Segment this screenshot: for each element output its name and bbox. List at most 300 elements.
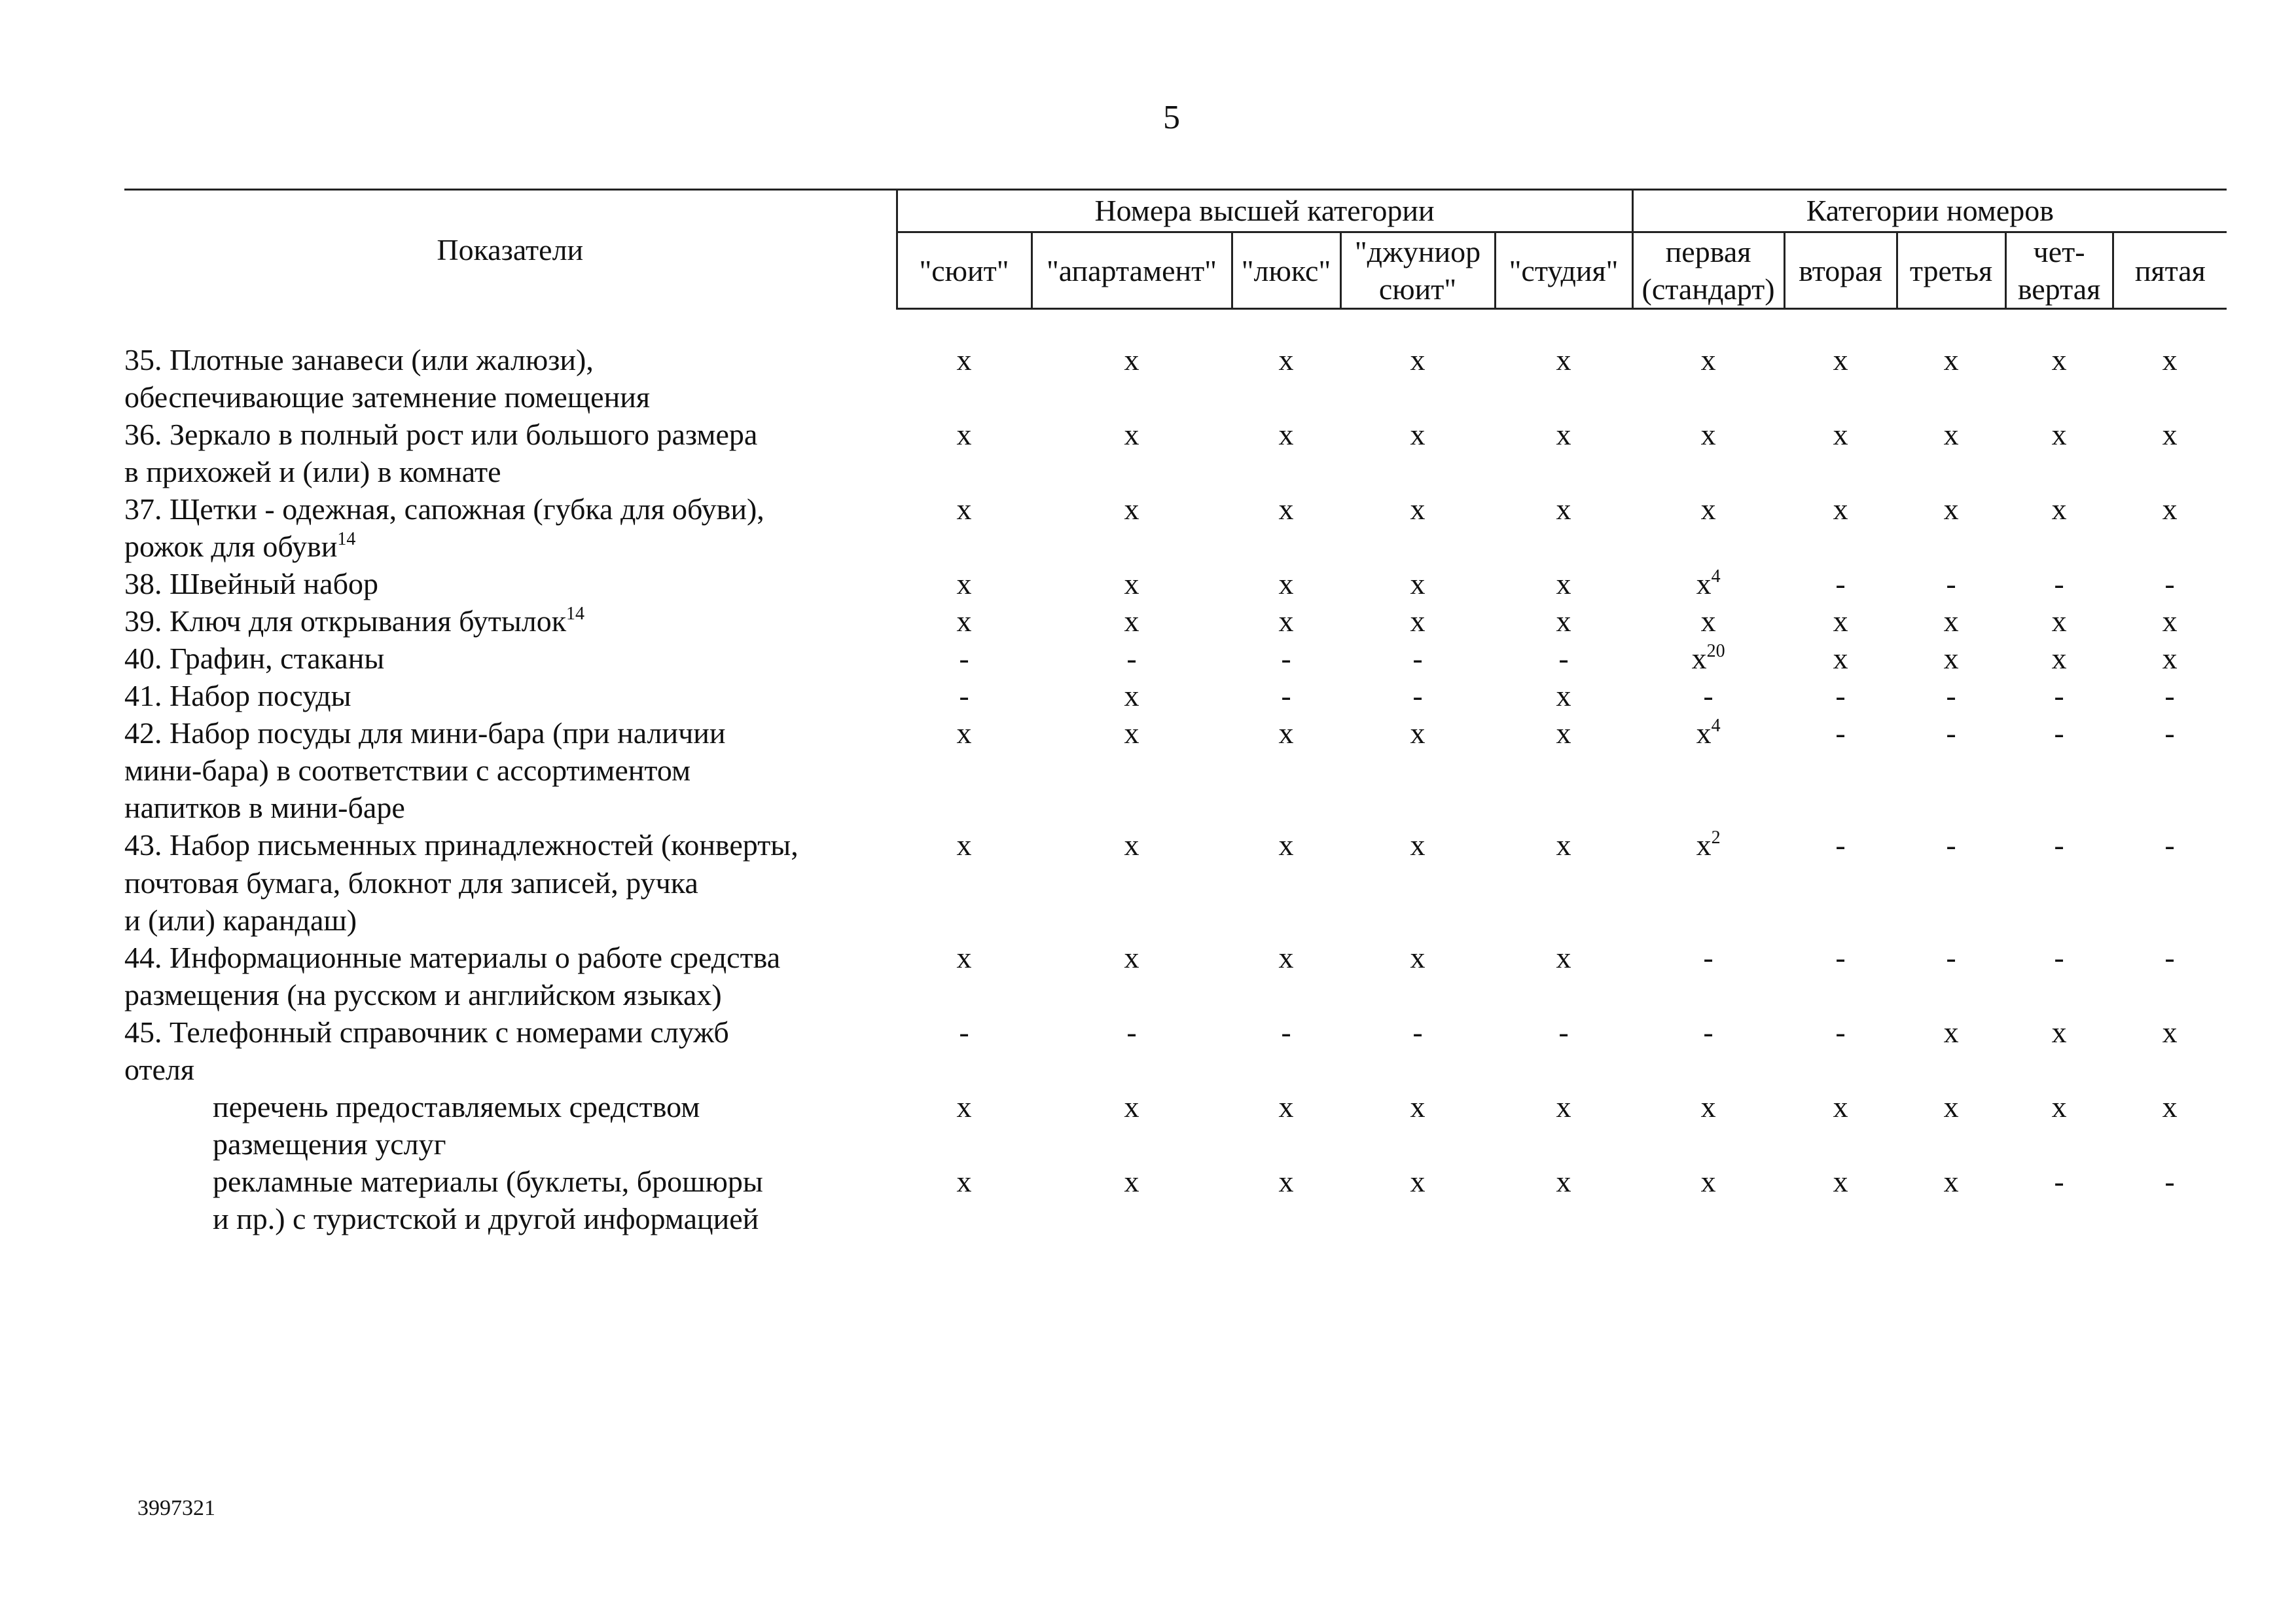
- value-mark: x: [1124, 940, 1139, 974]
- column-header: [1784, 232, 1897, 309]
- column-header: [1340, 232, 1495, 309]
- value-cell: [1897, 1163, 2005, 1237]
- value-cell: [1031, 714, 1232, 826]
- value-mark: x: [1833, 343, 1848, 377]
- value-mark: x: [1124, 343, 1139, 377]
- value-mark: -: [2054, 940, 2064, 974]
- value-mark: x: [956, 716, 972, 750]
- value-cell: [1784, 565, 1897, 602]
- value-mark: x: [1691, 642, 1707, 676]
- value-cell: [1632, 826, 1784, 938]
- column-header-line: вертая: [2017, 272, 2101, 306]
- value-mark: x: [956, 343, 972, 377]
- value-cell: [1495, 1163, 1632, 1237]
- value-cell: [1897, 939, 2005, 1013]
- document-number: 3997321: [137, 1496, 215, 1520]
- value-cell: [1784, 1088, 1897, 1163]
- value-mark: x: [1410, 828, 1426, 862]
- row-label-line: размещения (на русском и английском языках): [124, 977, 722, 1012]
- value-mark: x: [1410, 418, 1426, 452]
- value-cell: [2005, 1163, 2113, 1237]
- row-label: [124, 1013, 897, 1088]
- footnote-mark: 14: [566, 604, 585, 625]
- value-cell: [1340, 341, 1495, 416]
- value-cell: [897, 640, 1031, 677]
- value-cell: [1232, 939, 1340, 1013]
- value-cell: [1632, 416, 1784, 490]
- value-cell: [1495, 939, 1632, 1013]
- value-mark: x: [1696, 567, 1712, 601]
- value-cell: [1495, 416, 1632, 490]
- value-cell: [1784, 714, 1897, 826]
- row-label-line: рожок для обуви: [124, 530, 338, 564]
- value-cell: [1031, 490, 1232, 565]
- value-cell: [1232, 1163, 1340, 1237]
- footnote-mark: 20: [1706, 641, 1725, 662]
- value-cell: [2113, 1013, 2227, 1088]
- value-cell: [1031, 939, 1232, 1013]
- value-mark: x: [2162, 1015, 2178, 1049]
- column-header: [1897, 232, 2005, 309]
- value-cell: [1632, 1163, 1784, 1237]
- value-mark: -: [1835, 567, 1846, 601]
- value-cell: [897, 490, 1031, 565]
- value-cell: [1632, 939, 1784, 1013]
- value-cell: [897, 565, 1031, 602]
- row-label-line: 39. Ключ для открывания бутылок: [124, 604, 567, 638]
- value-mark: x: [1700, 1164, 1716, 1198]
- value-cell: [1784, 602, 1897, 640]
- value-cell: [1340, 1163, 1495, 1237]
- value-cell: [1784, 1013, 1897, 1088]
- group-header-room-categories: Категории номеров: [1632, 190, 2227, 232]
- value-cell: [1897, 416, 2005, 490]
- column-header: [897, 232, 1031, 309]
- value-cell: [1232, 565, 1340, 602]
- value-cell: [1784, 640, 1897, 677]
- row-label: [124, 939, 897, 1013]
- value-cell: [2005, 602, 2113, 640]
- value-cell: [2005, 490, 2113, 565]
- value-cell: [1340, 565, 1495, 602]
- row-label: [124, 602, 897, 640]
- value-cell: [1784, 939, 1897, 1013]
- indicator-header: Показатели: [124, 190, 897, 309]
- value-cell: [1632, 640, 1784, 677]
- value-mark: x: [2051, 1089, 2067, 1123]
- value-mark: x: [2051, 492, 2067, 526]
- value-mark: -: [2164, 567, 2175, 601]
- column-header-line: "сюит": [919, 253, 1009, 287]
- column-header: [1031, 232, 1232, 309]
- table-row: [124, 677, 2227, 714]
- value-mark: x: [1124, 1164, 1139, 1198]
- value-mark: -: [2054, 679, 2064, 713]
- table-row: [124, 1013, 2227, 1088]
- value-cell: [2113, 826, 2227, 938]
- value-mark: x: [1696, 716, 1712, 750]
- row-label-line: и пр.) с туристской и другой информацией: [213, 1201, 759, 1235]
- value-cell: [1340, 416, 1495, 490]
- table-row: [124, 1088, 2227, 1163]
- value-mark: x: [1556, 828, 1571, 862]
- value-cell: [2005, 677, 2113, 714]
- column-header-line: "люкс": [1241, 253, 1331, 287]
- value-mark: -: [1946, 716, 1956, 750]
- value-mark: x: [956, 492, 972, 526]
- value-cell: [1232, 341, 1340, 416]
- value-cell: [1897, 826, 2005, 938]
- value-mark: x: [1410, 716, 1426, 750]
- value-mark: x: [1700, 418, 1716, 452]
- value-cell: [2113, 1088, 2227, 1163]
- row-label: [124, 1163, 897, 1237]
- value-cell: [2005, 640, 2113, 677]
- row-label-line: рекламные материалы (буклеты, брошюры: [213, 1164, 763, 1198]
- value-cell: [2113, 714, 2227, 826]
- value-cell: [1495, 640, 1632, 677]
- value-cell: [2005, 939, 2113, 1013]
- value-cell: [1897, 1088, 2005, 1163]
- value-mark: x: [1943, 642, 1959, 676]
- value-cell: [1897, 1013, 2005, 1088]
- value-cell: [1632, 565, 1784, 602]
- value-mark: -: [1412, 679, 1423, 713]
- value-mark: x: [1556, 418, 1571, 452]
- value-mark: x: [1943, 418, 1959, 452]
- value-mark: x: [1556, 604, 1571, 638]
- row-label: [124, 714, 897, 826]
- column-header: [1495, 232, 1632, 309]
- value-cell: [2113, 602, 2227, 640]
- row-label-line: перечень предоставляемых средством: [213, 1089, 700, 1123]
- row-label-line: 35. Плотные занавеси (или жалюзи),: [124, 343, 594, 377]
- value-mark: -: [1703, 1015, 1713, 1049]
- value-cell: [2005, 1088, 2113, 1163]
- value-mark: x: [1124, 679, 1139, 713]
- row-label-line: размещения услуг: [213, 1127, 446, 1161]
- row-label-line: мини-бара) в соответствии с ассортиментом: [124, 754, 691, 788]
- value-cell: [1232, 1088, 1340, 1163]
- value-mark: -: [2164, 679, 2175, 713]
- value-cell: [2005, 341, 2113, 416]
- value-cell: [1340, 1088, 1495, 1163]
- value-mark: x: [1278, 343, 1294, 377]
- value-mark: x: [1124, 604, 1139, 638]
- value-mark: x: [1556, 343, 1571, 377]
- value-mark: x: [1556, 940, 1571, 974]
- value-mark: -: [959, 642, 969, 676]
- table-row: [124, 939, 2227, 1013]
- value-mark: x: [1943, 1164, 1959, 1198]
- value-cell: [2113, 939, 2227, 1013]
- value-mark: x: [1410, 567, 1426, 601]
- value-mark: x: [1833, 492, 1848, 526]
- value-cell: [1495, 1013, 1632, 1088]
- value-mark: x: [2051, 1015, 2067, 1049]
- value-mark: -: [1558, 1015, 1569, 1049]
- value-mark: x: [956, 940, 972, 974]
- value-cell: [2005, 826, 2113, 938]
- value-cell: [1632, 602, 1784, 640]
- value-cell: [2005, 714, 2113, 826]
- value-cell: [1340, 677, 1495, 714]
- value-cell: [1232, 677, 1340, 714]
- value-mark: x: [1124, 418, 1139, 452]
- value-cell: [1031, 1163, 1232, 1237]
- value-cell: [1632, 714, 1784, 826]
- value-cell: [2113, 565, 2227, 602]
- table-row: [124, 826, 2227, 938]
- value-mark: -: [2054, 828, 2064, 862]
- value-mark: -: [1412, 1015, 1423, 1049]
- value-cell: [1495, 1088, 1632, 1163]
- value-cell: [1632, 677, 1784, 714]
- value-cell: [1031, 341, 1232, 416]
- value-mark: x: [2051, 642, 2067, 676]
- value-mark: -: [1126, 642, 1137, 676]
- value-mark: -: [2164, 940, 2175, 974]
- value-cell: [1495, 602, 1632, 640]
- row-label-line: 43. Набор письменных принадлежностей (конверты,: [124, 828, 798, 862]
- row-label: [124, 640, 897, 677]
- value-mark: x: [1124, 492, 1139, 526]
- value-mark: x: [1278, 940, 1294, 974]
- value-mark: x: [956, 1164, 972, 1198]
- value-mark: -: [1835, 1015, 1846, 1049]
- table-row: [124, 341, 2227, 416]
- column-header-line: вторая: [1799, 253, 1882, 287]
- table-row: [124, 416, 2227, 490]
- value-mark: x: [1700, 343, 1716, 377]
- row-label-line: обеспечивающие затемнение помещения: [124, 380, 650, 414]
- value-mark: x: [1278, 1164, 1294, 1198]
- row-label: [124, 416, 897, 490]
- value-cell: [1031, 602, 1232, 640]
- value-cell: [897, 416, 1031, 490]
- row-label: [124, 490, 897, 565]
- row-label-line: 44. Информационные материалы о работе средства: [124, 940, 781, 974]
- row-label-line: почтовая бумага, блокнот для записей, ручка: [124, 866, 698, 900]
- value-cell: [1232, 714, 1340, 826]
- value-cell: [1031, 416, 1232, 490]
- value-cell: [1784, 416, 1897, 490]
- value-cell: [2113, 341, 2227, 416]
- footnote-mark: 4: [1711, 566, 1721, 587]
- value-cell: [1340, 640, 1495, 677]
- spacer-row: [124, 309, 2227, 342]
- value-mark: x: [1833, 642, 1848, 676]
- value-cell: [897, 341, 1031, 416]
- row-label-line: в прихожей и (или) в комнате: [124, 455, 501, 489]
- value-mark: x: [1700, 604, 1716, 638]
- row-label-line-wrap: [124, 528, 897, 565]
- footnote-mark: 14: [337, 529, 356, 550]
- row-label-line: напитков в мини-баре: [124, 791, 405, 825]
- value-mark: x: [1833, 418, 1848, 452]
- value-cell: [1495, 341, 1632, 416]
- value-cell: [897, 1163, 1031, 1237]
- row-label-line: 40. Графин, стаканы: [124, 642, 385, 676]
- value-mark: -: [1946, 940, 1956, 974]
- row-label: [124, 565, 897, 602]
- value-mark: -: [1835, 679, 1846, 713]
- value-mark: x: [2051, 343, 2067, 377]
- table-row: [124, 640, 2227, 677]
- value-mark: x: [1943, 604, 1959, 638]
- value-cell: [1340, 714, 1495, 826]
- value-mark: x: [1410, 492, 1426, 526]
- column-header-line: первая: [1665, 235, 1751, 268]
- value-cell: [1232, 602, 1340, 640]
- value-cell: [2113, 640, 2227, 677]
- value-cell: [897, 939, 1031, 1013]
- value-mark: x: [1700, 1089, 1716, 1123]
- value-mark: x: [1278, 567, 1294, 601]
- table-body: [124, 309, 2227, 1237]
- row-label-line: 38. Швейный набор: [124, 567, 378, 601]
- table-row: [124, 602, 2227, 640]
- row-label-line: 36. Зеркало в полный рост или большого размера: [124, 418, 758, 452]
- value-cell: [1495, 677, 1632, 714]
- value-cell: [1632, 1088, 1784, 1163]
- value-mark: x: [1556, 716, 1571, 750]
- value-mark: x: [2162, 642, 2178, 676]
- row-label-line-wrap: [124, 602, 897, 640]
- value-mark: x: [2162, 1089, 2178, 1123]
- value-mark: -: [1126, 1015, 1137, 1049]
- value-cell: [1031, 826, 1232, 938]
- column-header-line: "студия": [1509, 253, 1619, 287]
- row-label-line: и (или) карандаш): [124, 903, 357, 937]
- value-mark: x: [1410, 343, 1426, 377]
- value-mark: x: [2162, 343, 2178, 377]
- value-mark: -: [2164, 828, 2175, 862]
- row-label: [124, 826, 897, 938]
- column-header: [2113, 232, 2227, 309]
- group-header-top-category: Номера высшей категории: [897, 190, 1632, 232]
- value-mark: -: [959, 1015, 969, 1049]
- value-cell: [1897, 640, 2005, 677]
- value-mark: -: [1412, 642, 1423, 676]
- value-cell: [2113, 416, 2227, 490]
- value-cell: [2005, 416, 2113, 490]
- value-mark: -: [1946, 828, 1956, 862]
- table-row: [124, 1163, 2227, 1237]
- column-header-line: "джуниор: [1354, 235, 1481, 268]
- column-header-line: сюит": [1378, 272, 1457, 306]
- value-cell: [1340, 826, 1495, 938]
- value-mark: -: [2054, 1164, 2064, 1198]
- row-label-line: отеля: [124, 1052, 195, 1086]
- column-header: [1632, 232, 1784, 309]
- value-mark: x: [1410, 604, 1426, 638]
- value-mark: -: [959, 679, 969, 713]
- value-cell: [1232, 416, 1340, 490]
- value-cell: [1897, 677, 2005, 714]
- column-header-line: чет-: [2033, 235, 2085, 268]
- value-mark: x: [1943, 1015, 1959, 1049]
- value-mark: x: [2162, 492, 2178, 526]
- value-mark: x: [1696, 828, 1712, 862]
- value-cell: [897, 1088, 1031, 1163]
- value-mark: x: [1124, 716, 1139, 750]
- row-label-line: 41. Набор посуды: [124, 679, 351, 713]
- value-mark: -: [2054, 716, 2064, 750]
- value-mark: x: [956, 604, 972, 638]
- value-cell: [1632, 341, 1784, 416]
- value-mark: x: [1556, 1089, 1571, 1123]
- column-header-line: пятая: [2134, 253, 2206, 287]
- value-cell: [1232, 490, 1340, 565]
- value-mark: -: [1835, 716, 1846, 750]
- amenities-table: [124, 189, 2227, 1237]
- row-label: [124, 677, 897, 714]
- value-cell: [1232, 1013, 1340, 1088]
- value-mark: x: [1278, 1089, 1294, 1123]
- value-mark: x: [1124, 1089, 1139, 1123]
- header-row-groups: [124, 190, 2227, 232]
- value-mark: -: [2164, 1164, 2175, 1198]
- value-cell: [1031, 1013, 1232, 1088]
- value-cell: [897, 1013, 1031, 1088]
- row-label-line: 42. Набор посуды для мини-бара (при наличии: [124, 716, 726, 750]
- value-cell: [1232, 826, 1340, 938]
- value-mark: -: [1281, 1015, 1291, 1049]
- value-mark: -: [1835, 828, 1846, 862]
- value-mark: x: [1278, 604, 1294, 638]
- value-mark: x: [1124, 567, 1139, 601]
- value-mark: x: [1278, 716, 1294, 750]
- value-cell: [1232, 640, 1340, 677]
- page-number: 5: [1163, 99, 1180, 136]
- value-cell: [897, 602, 1031, 640]
- row-label-line: 45. Телефонный справочник с номерами служб: [124, 1015, 729, 1049]
- value-mark: -: [1281, 679, 1291, 713]
- column-header-line: (стандарт): [1641, 272, 1775, 306]
- value-mark: x: [1700, 492, 1716, 526]
- value-cell: [2113, 1163, 2227, 1237]
- value-cell: [1784, 341, 1897, 416]
- value-cell: [897, 826, 1031, 938]
- value-mark: x: [956, 567, 972, 601]
- value-cell: [2113, 677, 2227, 714]
- value-mark: -: [1946, 567, 1956, 601]
- value-mark: -: [1703, 940, 1713, 974]
- value-mark: x: [2051, 604, 2067, 638]
- value-mark: x: [1833, 604, 1848, 638]
- value-cell: [1784, 490, 1897, 565]
- column-header-line: "апартамент": [1046, 253, 1217, 287]
- value-cell: [1031, 1088, 1232, 1163]
- value-mark: x: [2051, 418, 2067, 452]
- value-mark: x: [1278, 828, 1294, 862]
- value-mark: x: [1278, 418, 1294, 452]
- column-header-line: третья: [1909, 253, 1993, 287]
- value-mark: x: [1943, 1089, 1959, 1123]
- value-mark: x: [1556, 492, 1571, 526]
- value-mark: x: [1833, 1089, 1848, 1123]
- value-cell: [1897, 341, 2005, 416]
- value-cell: [897, 677, 1031, 714]
- value-cell: [897, 714, 1031, 826]
- value-cell: [1897, 714, 2005, 826]
- value-cell: [1495, 826, 1632, 938]
- value-mark: -: [1946, 679, 1956, 713]
- value-cell: [1031, 640, 1232, 677]
- value-cell: [1340, 939, 1495, 1013]
- value-cell: [1495, 714, 1632, 826]
